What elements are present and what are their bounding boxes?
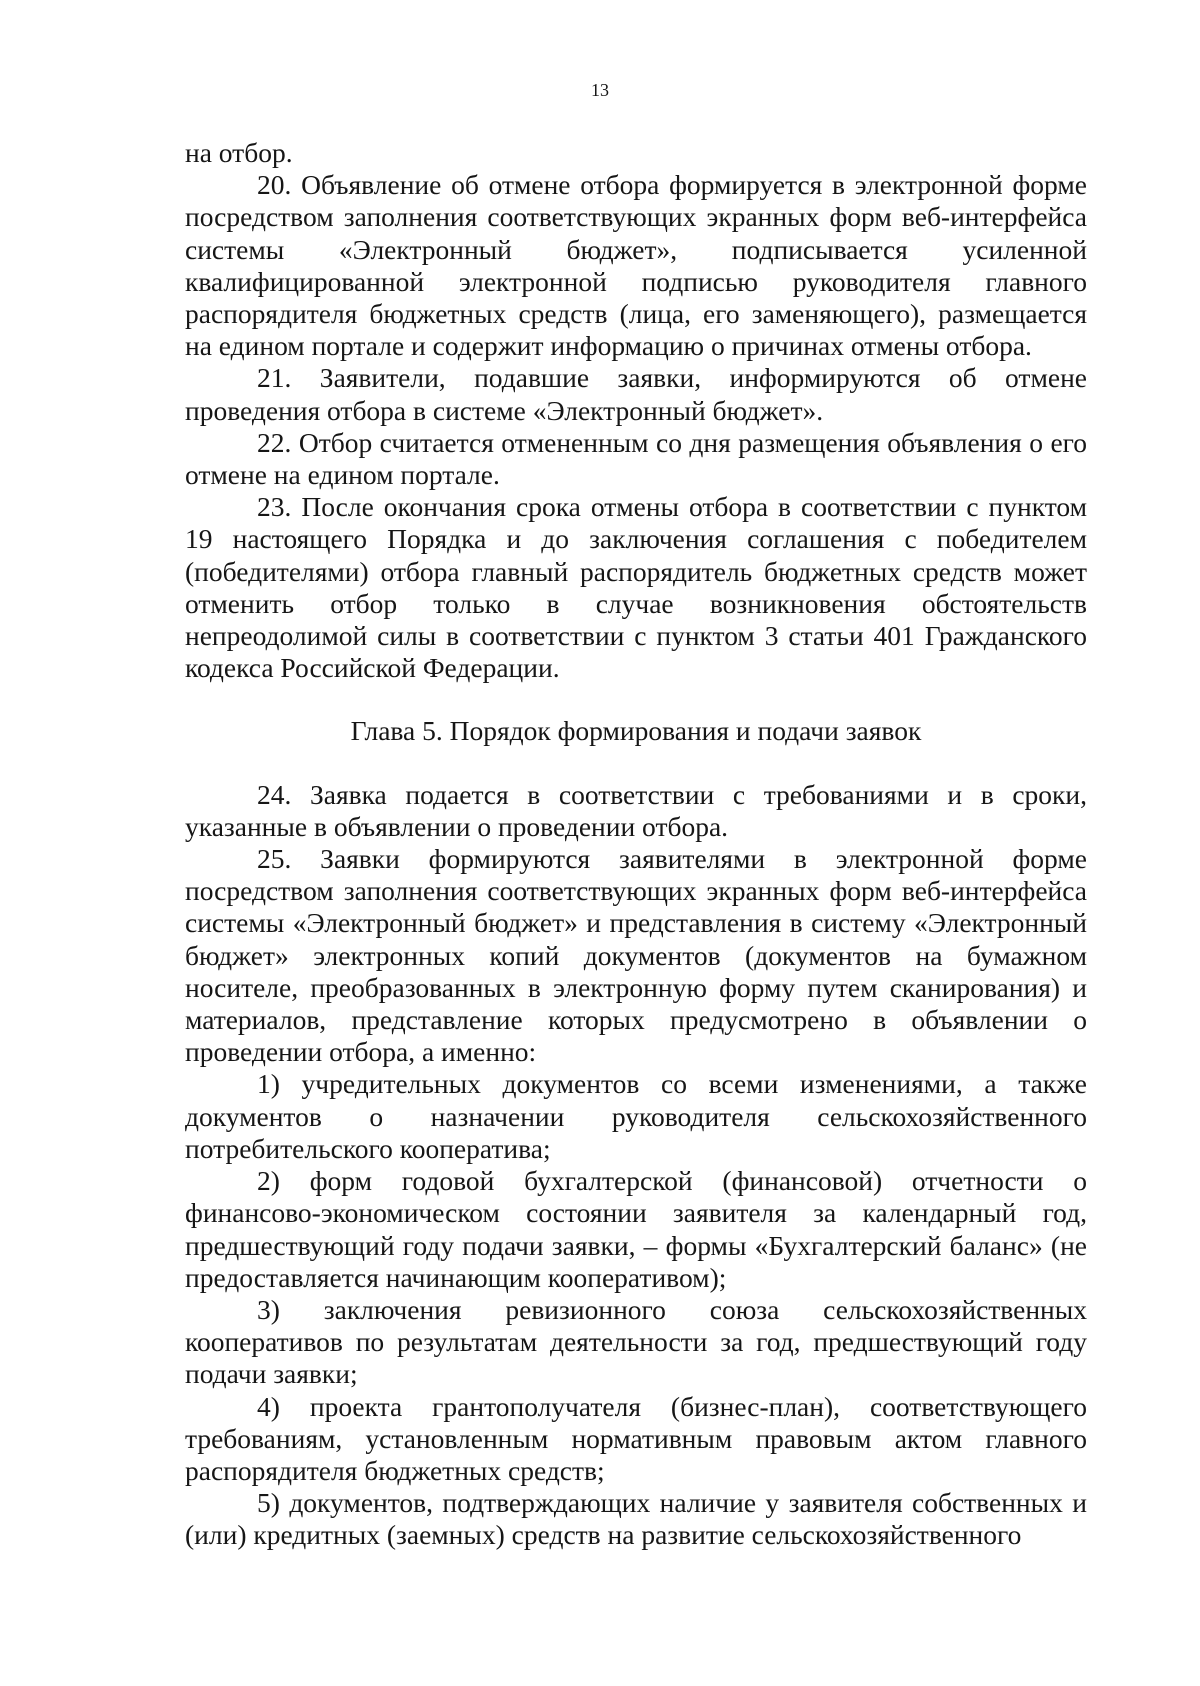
- paragraph-item-20: 20. Объявление об отмене отбора формируется в электронной форме посредством заполнения соответствующих экранных форм веб-интерфейса системы «Электронный бюджет», подписывается усиленной квалифицированной электронной подписью руководителя главного распорядителя бюджетных средств (лица, его заменяющего), размещается на едином портале и содержит информацию о причинах отмены отбора.: [185, 169, 1087, 362]
- paragraph-item-22: 22. Отбор считается отмененным со дня размещения объявления о его отмене на едином портале.: [185, 426, 1087, 491]
- section-before-chapter: [185, 137, 1087, 684]
- paragraph-continuation: на отбор.: [185, 137, 293, 168]
- paragraph-item-21: 21. Заявители, подавшие заявки, информируются об отмене проведения отбора в системе «Электронный бюджет».: [185, 362, 1087, 426]
- list-item-4: 4) проекта грантополучателя (бизнес-план), соответствующего требованиям, установленным нормативным правовым актом главного распорядителя бюджетных средств;: [185, 1390, 1087, 1486]
- section-chapter-5: [185, 779, 1087, 1552]
- list-item-2: 2) форм годовой бухгалтерской (финансовой) отчетности о финансово-экономическом состоянии заявителя за календарный год, предшествующий году подачи заявки, – формы «Бухгалтерский баланс» (не предоставляется начинающим кооперативом);: [185, 1165, 1087, 1293]
- list-item-3: 3) заключения ревизионного союза сельскохозяйственных кооперативов по результатам деятельности за год, предшествующий году подачи заявки;: [185, 1293, 1087, 1390]
- paragraph-item-24: 24. Заявка подается в соответствии с требованиями и в сроки, указанные в объявлении о проведении отбора.: [185, 778, 1087, 842]
- list-item-5: 5) документов, подтверждающих наличие у заявителя собственных и (или) кредитных (заемных) средств на развитие сельскохозяйственного: [185, 1487, 1087, 1551]
- paragraph-item-23: 23. После окончания срока отмены отбора в соответствии с пунктом 19 настоящего Порядка и до заключения соглашения с победителем (победителями) отбора главный распорядитель бюджетных средств может отменить отбор только в случае возникновения обстоятельств непреодолимой силы в соответствии с пунктом 3 статьи 401 Гражданского кодекса Российской Федерации.: [185, 491, 1087, 684]
- document-body: [185, 137, 1087, 1552]
- chapter-heading: Глава 5. Порядок формирования и подачи заявок: [350, 715, 922, 747]
- paragraph-item-25: 25. Заявки формируются заявителями в электронной форме посредством заполнения соответствующих экранных форм веб-интерфейса системы «Электронный бюджет» и представления в систему «Электронный бюджет» электронных копий документов (документов на бумажном носителе, преобразованных в электронную форму путем сканирования) и материалов, представление которых предусмотрено в объявлении о проведении отбора, а именно:: [185, 843, 1087, 1068]
- list-item-1: 1) учредительных документов со всеми изменениями, а также документов о назначении руководителя сельскохозяйственного потребительского кооператива;: [185, 1068, 1087, 1164]
- page-number: 13: [591, 80, 609, 100]
